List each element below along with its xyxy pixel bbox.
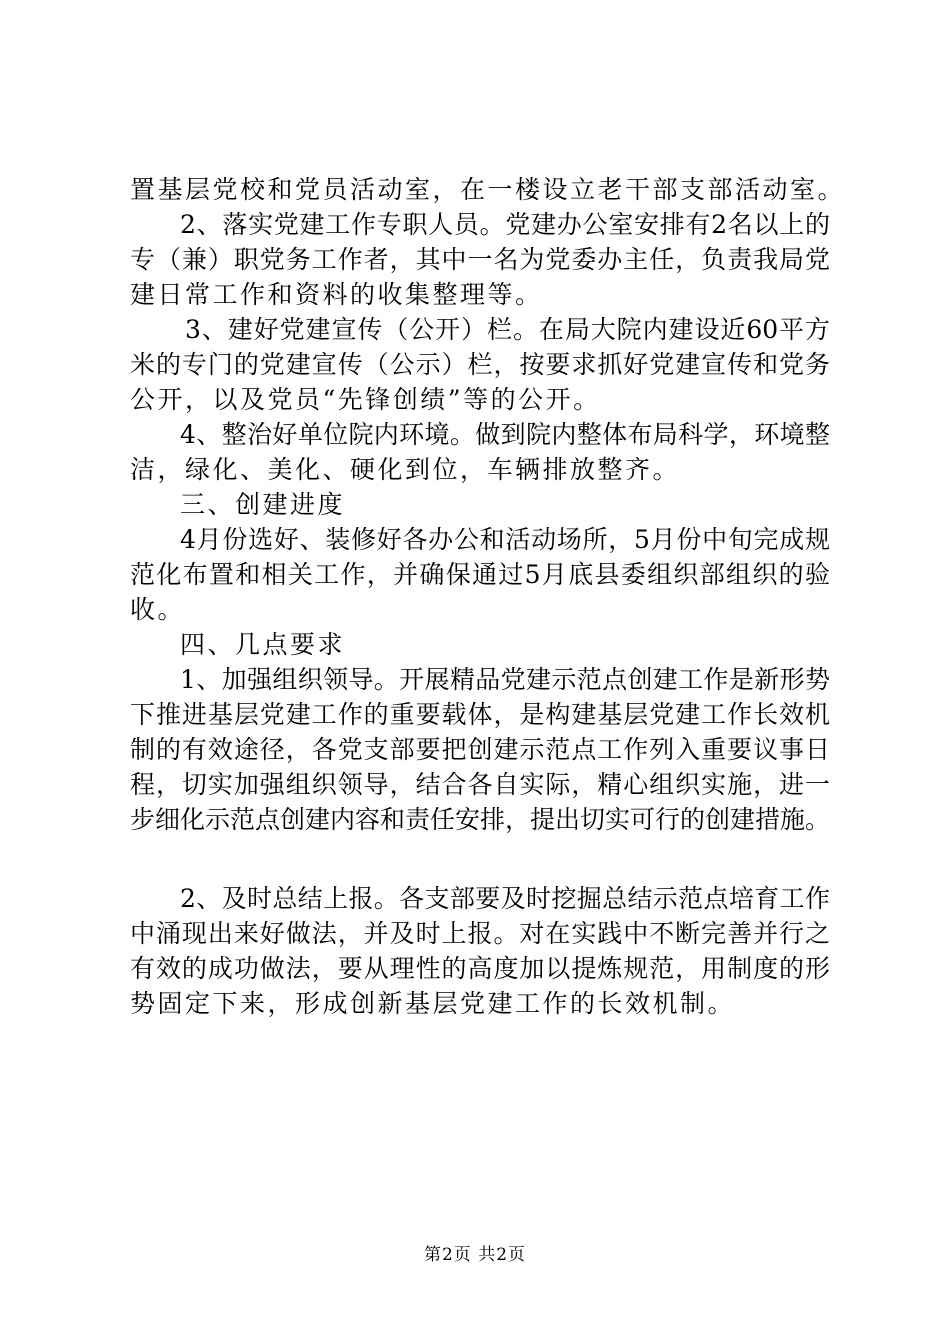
paragraph-line: 置基层党校和党员活动室，在一楼设立老干部支部活动室。 [130, 175, 846, 204]
section-heading: 四、几点要求 [180, 630, 346, 659]
page-number: 第2页 共2页 [423, 1245, 527, 1265]
paragraph-line: 中涌现出来好做法，并及时上报。对在实践中不断完善并行之 [130, 919, 830, 948]
paragraph-line: 步细化示范点创建内容和责任安排，提出切实可行的创建措施。 [130, 805, 831, 834]
section-heading: 三、创建进度 [180, 490, 346, 519]
paragraph-line: 有效的成功做法，要从理性的高度加以提炼规范，用制度的形 [130, 954, 830, 983]
paragraph-gap [130, 837, 830, 881]
paragraph-line: 收。 [130, 595, 186, 624]
paragraph-line: 下推进基层党建工作的重要载体，是构建基层党建工作长效机 [130, 700, 830, 729]
paragraph-line: 2、及时总结上报。各支部要及时挖掘总结示范点培育工作 [180, 884, 830, 913]
paragraph-line: 4、整治好单位院内环境。做到院内整体布局科学，环境整 [180, 420, 830, 449]
paragraph-line: 4月份选好、装修好各办公和活动场所，5月份中旬完成规 [180, 525, 830, 554]
paragraph-line: 洁，绿化、美化、硬化到位，车辆排放整齐。 [130, 455, 681, 484]
paragraph-line: 专（兼）职党务工作者，其中一名为党委办主任，负责我局党 [130, 245, 830, 274]
document-body [130, 172, 846, 1021]
paragraph-line: 3、建好党建宣传（公开）栏。在局大院内建设近60平方 [185, 315, 830, 344]
paragraph-line: 制的有效途径，各党支部要把创建示范点工作列入重要议事日 [130, 735, 830, 764]
paragraph-line: 1、加强组织领导。开展精品党建示范点创建工作是新形势 [180, 665, 830, 694]
page-footer [0, 1244, 950, 1266]
paragraph-line: 2、落实党建工作专职人员。党建办公室安排有2名以上的 [180, 210, 830, 239]
paragraph-line: 建日常工作和资料的收集整理等。 [130, 280, 543, 309]
paragraph-line: 势固定下来，形成创新基层党建工作的长效机制。 [130, 989, 736, 1018]
paragraph-line: 范化布置和相关工作，并确保通过5月底县委组织部组织的验 [130, 560, 830, 589]
paragraph-line: 米的专门的党建宣传（公示）栏，按要求抓好党建宣传和党务 [130, 350, 830, 379]
paragraph-line: 公开，以及党员“先锋创绩”等的公开。 [130, 385, 601, 414]
paragraph-line: 程，切实加强组织领导，结合各自实际，精心组织实施，进一 [130, 770, 830, 799]
